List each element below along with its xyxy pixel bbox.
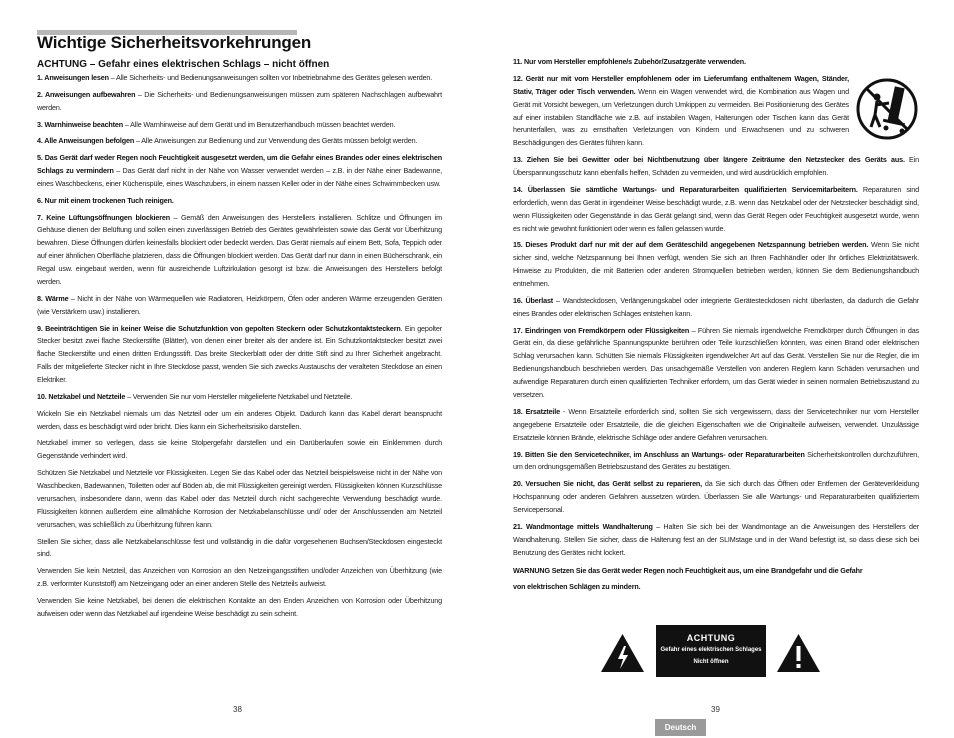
safety-item-16	[513, 295, 919, 321]
item-heading: 19. Bitten Sie den Servicetechniker, im Anschluss an Wartungs- oder Reparaturarbeiten	[513, 449, 805, 459]
safety-item-6	[37, 195, 442, 208]
item-heading: 15. Dieses Produkt darf nur mit der auf dem Geräteschild angegebenen Netzspannung betrieben werden.	[513, 240, 869, 250]
item-heading: 6. Nur mit einem trockenen Tuch reinigen.	[37, 195, 174, 205]
caution-title: ACHTUNG	[686, 633, 736, 643]
warning-statement	[513, 563, 919, 595]
item-body: – Gemäß den Anweisungen des Herstellers installieren. Schlitze und Öffnungen im Gehäuse dienen der Belüftung und sollen einen zuverlässigen Betrieb des Gerätes gewährleisten sowie das Gerät vor Überhitzung bewahren. Diese Öffnungen dürfen keinesfalls blockiert oder bedeckt werden. Das Gerät niemals auf einem Bett, Sofa, Teppich oder auf einer ähnlichen Oberfläche platzieren, dass die Öffnungen blockiert werden. Das Gerät darf nur dann in einen Bücherschrank, ein Regal usw. eingebaut werden, wenn für ausreichende Luftzirkulation gesorgt ist bzw. die Anweisungen des Herstellers befolgt werden.	[37, 212, 442, 287]
page-number: 39	[711, 705, 720, 714]
safety-item-12	[513, 73, 919, 150]
warning-symbols	[600, 621, 822, 677]
item-body: – Verwenden Sie nur vom Hersteller mitgelieferte Netzkabel und Netzteile.	[125, 391, 353, 401]
safety-item-1	[37, 72, 442, 85]
safety-item-3	[37, 119, 442, 132]
page-title: Wichtige Sicherheitsvorkehrungen	[37, 33, 312, 52]
safety-item-13	[513, 154, 919, 180]
caution-line: Nicht öffnen	[693, 659, 729, 665]
right-text-column	[513, 56, 919, 599]
item-heading: 17. Eindringen von Fremdkörpern oder Flüssigkeiten	[513, 325, 690, 335]
item-heading: 12. Gerät nur mit vom Hersteller empfohlenem oder im Lieferumfang enthaltenem Wagen, Ständer, Stativ, Träger oder Tisch verwenden.	[513, 73, 849, 96]
safety-item-9	[37, 323, 442, 388]
safety-item-15	[513, 239, 919, 291]
power-paragraph: Wickeln Sie ein Netzkabel niemals um das Netzteil oder um ein anderes Objekt. Dadurch kann das Kabel derart beansprucht werden, dass es beschädigt wird oder bricht. Dies kann ein Sicherheitsrisiko darstellen.	[37, 408, 442, 431]
safety-item-18	[513, 406, 919, 445]
item-body: Reparaturen sind erforderlich, wenn das Gerät in irgendeiner Weise beschädigt wurde, z.B. wenn das Netzkabel oder der Netzstecker beschädigt sind, wenn Flüssigkeiten oder Gegenstände in das Gerät gelangt sind, wenn das Gerät Regen oder Feuchtigkeit ausgesetzt wurde, wenn es nicht wie gewohnt funktioniert oder wenn es fallen gelassen wurde.	[513, 184, 919, 233]
safety-item-17	[513, 325, 919, 402]
item-heading: 11. Nur vom Hersteller empfohlene/s Zubehör/Zusatzgeräte verwenden.	[513, 57, 746, 66]
item-heading: 8. Wärme	[37, 293, 69, 303]
warning-line: WARNUNG Setzen Sie das Gerät weder Regen noch Feuchtigkeit aus, um eine Brandgefahr und die Gefahr	[513, 566, 863, 576]
power-paragraph: Verwenden Sie kein Netzteil, das Anzeichen von Korrosion an den Netzeingangsstiften und/oder Anzeichen von Überhitzung (wie z.B. verformter Kunststoff) am Netzeingang oder an einer anderen Stelle des Netzteils aufweist.	[37, 566, 442, 589]
lightning-warning-icon	[600, 633, 645, 673]
item-body: – Wandsteckdosen, Verlängerungskabel oder integrierte Gerätesteckdosen nicht überlasten, da dadurch die Gefahr eines Brandes oder elektrischen Schlages entstehen kann.	[513, 295, 919, 318]
item-body: Sicherheitskontrollen durchzuführen, um den ordnungsgemäßen Betriebszustand des Gerätes zu bestätigen.	[513, 449, 919, 472]
item-body: Wenn ein Wagen verwendet wird, die Kombination aus Wagen und Gerät mit Vorsicht bewegen, um Verletzungen durch Umkippen zu vermeiden. Bei Positionierung des Gerätes auf einer instabilen Standfläche wie z.B. auf instabilen Wagen, Halterungen oder Tischen kann das Gerät herunterfallen, was zu ernsthaften Verletzungen von Kindern und Erwachsenen und zu schweren Beschädigungen des Gerätes führen kann.	[513, 86, 849, 148]
warning-line: von elektrischen Schlägen zu mindern.	[513, 582, 641, 592]
item-heading: 14. Überlassen Sie sämtliche Wartungs- und Reparaturarbeiten qualifizierten Servicemitarbeitern.	[513, 184, 858, 194]
item-body: – Alle Anweisungen zur Bedienung und zur Verwendung des Geräts müssen befolgt werden.	[134, 136, 418, 146]
item-body: – Alle Sicherheits- und Bedienungsanweisungen sollten vor Inbetriebnahme des Gerätes gelesen werden.	[108, 73, 433, 82]
item-body: - Wenn Ersatzteile erforderlich sind, sollten Sie sich vergewissern, dass der Servicetechniker nur vom Hersteller angegebene Ersatzteile oder Ersatzteile, die die gleichen Eigenschaften wie die Originalteile aufweisen, verwendet. Unzulässige Ersatzteile können Brände, elektrische Schläge oder andere Gefahren verursachen.	[513, 406, 919, 442]
item-heading: 21. Wandmontage mittels Wandhalterung	[513, 521, 653, 531]
item-body: . Ein gepolter Stecker besitzt zwei flache Steckerstifte (Blätter), von denen einer breiter als der andere ist. Ein Schutzkontaktstecker besitzt zwei flache Steckerstifte und einen dritten Erdungsstift. Das breite Steckerblatt oder der dritte Stift sind zu Ihrer Sicherheit angebracht. Falls der mitgelieferte Stecker nicht in Ihre Steckdose passt, wenden Sie sich zwecks Austauschs der veralteten Steckdose an einen Elektriker.	[37, 323, 442, 385]
safety-item-7	[37, 212, 442, 289]
caution-line: Gefahr eines elektrischen Schlages	[660, 647, 762, 653]
safety-item-21	[513, 521, 919, 560]
item-heading: 13. Ziehen Sie bei Gewitter oder bei Nichtbenutzung über längere Zeiträume den Netzstecker des Geräts aus.	[513, 155, 905, 165]
item-body: – Das Gerät darf nicht in der Nähe von Wasser verwendet werden – z.B. in der Nähe einer Badewanne, eines Waschbeckens, einer Küchenspüle, eines Waschzubers, in einem nassen Keller oder in der Nähe eines Schwimmbecken usw.	[37, 166, 442, 188]
item-body: Wenn Sie nicht sicher sind, welche Netzspannung bei Ihnen verfügt, wenden Sie sich an Ihren Fachhändler oder Ihr örtliches Elektrizitätswerk. Hinweise zu Produkten, die mit Batterien oder anderen Stromquellen betrieben werden, können Sie dem Bedienungshandbuch entnehmen.	[513, 240, 919, 289]
item-heading: 9. Beeinträchtigen Sie in keiner Weise die Schutzfunktion von gepolten Steckern oder Schutzkontaktsteckern	[37, 323, 401, 333]
item-body: Ein Überspannungsschutz kann ebenfalls helfen, Schäden zu vermeiden, und wird ausdrücklich empfohlen.	[513, 155, 919, 178]
left-text-column	[37, 72, 442, 625]
item-body: – Führen Sie niemals irgendwelche Fremdkörper durch Öffnungen in das Gerät ein, da diese gefährliche Spannungspunkte berühren oder Teile kurzschließen könnten, was einen Brand oder elektrischen Schlag verursachen kann. Schütten Sie niemals Flüssigkeiten irgendwelcher Art auf das Gerät. Verstellen Sie nur die Regler, die im Bedienungshandbuch beschrieben werden. Das unsachgemäße Verstellen von anderen Reglern kann Schäden verursachen und aufwendige Reparaturen durch einen qualifizierten Techniker erfordern, um das Gerät wieder in seinen normalen Betriebszustand zu versetzen.	[513, 325, 919, 400]
item-heading: 7. Keine Lüftungsöffnungen blockieren	[37, 212, 170, 222]
item-heading: 10. Netzkabel und Netzteile	[37, 391, 126, 401]
safety-item-11	[513, 56, 919, 69]
safety-item-10	[37, 391, 442, 404]
item-body: – Die Sicherheits- und Bedienungsanweisungen müssen zum späteren Nachschlagen aufbewahrt werden.	[37, 89, 442, 112]
right-page	[477, 0, 954, 738]
page-number: 38	[233, 705, 242, 714]
safety-item-4	[37, 135, 442, 148]
item-body: – Nicht in der Nähe von Wärmequellen wie Radiatoren, Heizkörpern, Öfen oder anderen Wärme erzeugenden Geräten (wie Verstärkern usw.) installieren.	[37, 293, 442, 316]
power-paragraph: Netzkabel immer so verlegen, dass sie keine Stolpergefahr darstellen und ein Darüberlaufen sowie ein Einklemmen durch Gegenstände verhindert wird.	[37, 438, 442, 461]
item-body: – Alle Warnhinweise auf dem Gerät und im Benutzerhandbuch müssen beachtet werden.	[123, 119, 396, 129]
safety-item-2	[37, 89, 442, 115]
power-paragraph: Stellen Sie sicher, dass alle Netzkabelanschlüsse fest und vollständig in die dafür vorgesehenen Buchsen/Steckdosen eingesteckt sind.	[37, 536, 442, 559]
language-tab[interactable]: Deutsch	[655, 719, 706, 736]
safety-item-20	[513, 478, 919, 517]
item-heading: 16. Überlast	[513, 295, 554, 305]
item-body: – Halten Sie sich bei der Wandmontage an die Anweisungen des Herstellers der Wandhalterung. Stellen Sie sicher, dass die Halterung fest an der SLIMstage und in der Wand befestigt ist, so dass diese sich bei Benutzung des Gerätes nicht lockert.	[513, 521, 919, 557]
cart-tip-over-icon	[855, 73, 919, 145]
safety-item-8	[37, 293, 442, 319]
item-heading: 2. Anweisungen aufbewahren	[37, 89, 136, 99]
caution-panel	[656, 625, 766, 677]
safety-item-14	[513, 184, 919, 236]
item-heading: 5. Das Gerät darf weder Regen noch Feuchtigkeit ausgesetzt werden, um die Gefahr eines Brandes oder eines elektrischen Schlags zu vermindern	[37, 153, 442, 175]
page-subtitle: ACHTUNG – Gefahr eines elektrischen Schlags – nicht öffnen	[37, 59, 330, 70]
item-heading: 3. Warnhinweise beachten	[37, 119, 124, 129]
exclamation-warning-icon	[776, 633, 821, 673]
power-paragraph: Verwenden Sie keine Netzkabel, bei denen die elektrischen Kontakte an den Enden Anzeichen von Korrosion oder Überhitzung aufweisen oder wenn das Netzkabel auf irgendeine Weise beschädigt zu sein scheint.	[37, 595, 442, 618]
safety-item-5	[37, 152, 442, 191]
item-heading: 4. Alle Anweisungen befolgen	[37, 136, 135, 146]
safety-item-19	[513, 449, 919, 475]
item-heading: 18. Ersatzteile	[513, 406, 560, 416]
item-heading: 20. Versuchen Sie nicht, das Gerät selbst zu reparieren,	[513, 479, 702, 489]
power-paragraph: Schützen Sie Netzkabel und Netzteile vor Flüssigkeiten. Legen Sie das Kabel oder das Netzteil beispielsweise nicht in der Nähe von Waschbecken, Badewannen, Toiletten oder auf Böden ab, die mit Flüssigkeiten gereinigt werden. Flüssigkeiten können Kurzschlüsse verursachen, insbesondere dann, wenn das Kabel oder das Netzteil durch nicht sachgerechte Verwendung beschädigt wurde. Flüssigkeiten können außerdem eine allmähliche Korrosion der Netzkabelanschlüsse und/ oder der Anschlussenden am Netzteil verursachen, was schließlich zu Überhitzung führen kann.	[37, 468, 442, 529]
item-body: da Sie sich durch das Öffnen oder Entfernen der Geräteverkleidung Hochspannung oder anderen Gefahren aussetzen würden. Überlassen Sie alle Wartungs- und Reparaturarbeiten qualifiziertem Servicepersonal.	[513, 479, 919, 515]
item-heading: 1. Anweisungen lesen	[37, 73, 109, 82]
